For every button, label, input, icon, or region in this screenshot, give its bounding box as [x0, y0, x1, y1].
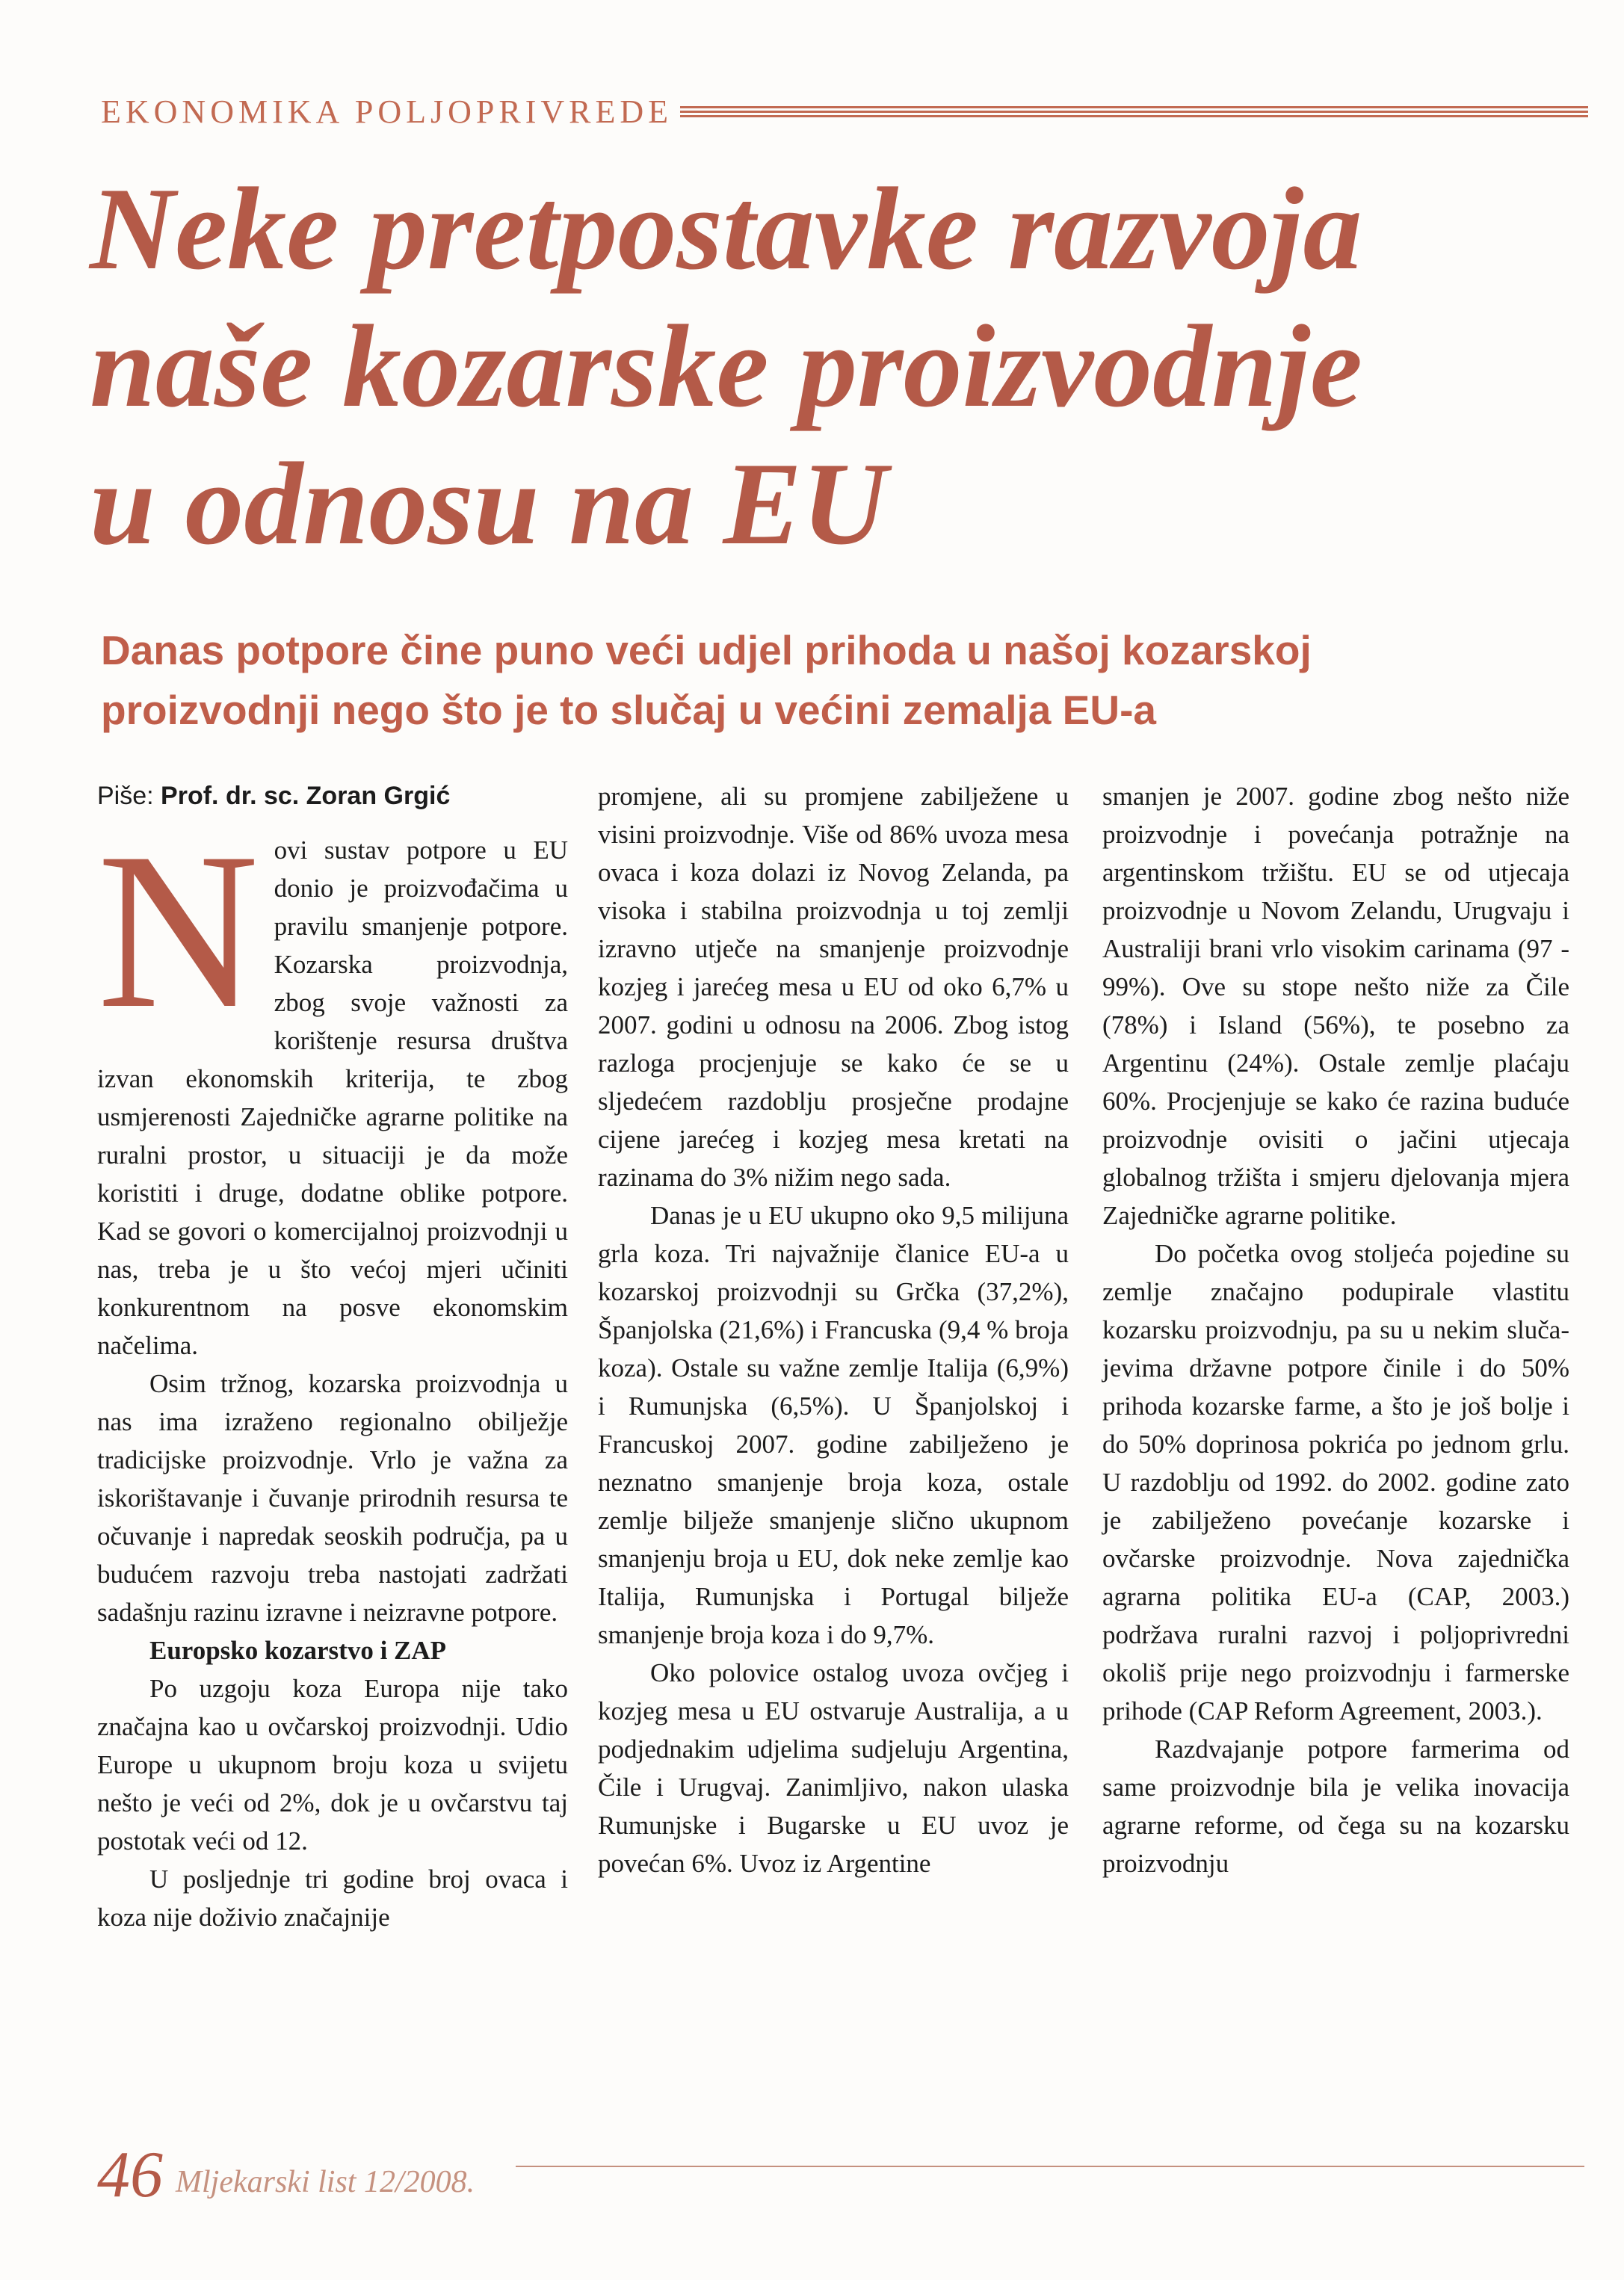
article-subtitle	[101, 620, 1588, 740]
byline-author: Prof. dr. sc. Zoran Grgić	[161, 782, 451, 810]
paragraph: Do početka ovog stoljeća pojedine su zemlje značajno podupirale vlastitu kozarsku proizvodnju, pa su u nekim slučajevima državne potpore činile i do 50% prihoda kozarske farme, a što je još bolje i do 50% doprinosa pokrića po jednom grlu. U razdoblju od 1992. do 2002. godine zato je zabilježeno povećanje kozarske i ovčarske proizvodnje. Nova zajednička agrarna politika EU-a (CAP, 2003.) podržava ruralni razvoj i poljoprivredni okoliš prije nego proizvodnju i farmerske prihode (CAP Reform Agreement, 2003.).	[1102, 1239, 1569, 1726]
footer-rule	[516, 2166, 1584, 2167]
paragraph: Danas je u EU ukupno oko 9,5 milijuna grla koza. Tri najvažnije članice EU-a u kozarskoj proizvodnji su Grčka (37,2%), Španjolska (21,6%) i Francuska (9,4 % broja koza). Ostale su važne zemlje Italija (6,9%) i Rumunjska (6,5%). U Španjolskoj i Francuskoj 2007. godine zabilježeno je neznatno smanjenje broja koza, ostale zemlje bilježe smanjenje slično ukupnom smanjenju broja u EU, dok neke zemlje kao Italija, Rumunjska i Portugal bilježe smanjenje broja koza i do 9,7%.	[598, 1201, 1069, 1649]
section-header	[101, 88, 1588, 133]
title-line: Neke pretpostavke razvoja	[90, 164, 1362, 294]
title-line: naše kozarske proizvodnje	[90, 301, 1362, 432]
subtitle-line: Danas potpore čine puno veći udjel prihoda u našoj kozarskoj	[101, 627, 1312, 673]
article-column-3	[1102, 777, 1569, 1882]
paragraph: Oko polovice ostalog uvoza ovčjeg i kozjeg mesa u EU ostvaruje Australija, a u podjednakim udjelima sudjeluju Argentina, Čile i Urugvaj. Zanimljivo, nakon ulaska Rumunjske i Bugarske u EU uvoz je povećan 6%. Uvoz iz Argentine	[598, 1658, 1069, 1878]
paragraph: Osim tržnog, kozarska proizvodnja u nas ima izraženo regionalno obilježje tradicijske proizvodnje. Vrlo je važna za iskorištavanje i čuvanje prirodnih resursa te očuvanje i napredak seoskih područja, pa u budućem razvoju treba nastojati zadržati sadašnju razinu izravne i neizravne potpore.	[97, 1369, 568, 1627]
paragraph-continued: promjene, ali su promjene zabilježene u visini proizvodnje. Više od 86% uvoza mesa ovaca i koza dolazi iz Novog Zelanda, pa visoka i stabilna proizvodnja u toj zemlji izravno utječe na smanjenje proizvodnje kozjeg i jarećeg mesa u EU od oko 6,7% u 2007. godini u odnosu na 2006. Zbog istog razloga procjenjuje se kako će se u sljedećem razdoblju prosječne prodajne cijene jarećeg i kozjeg mesa kretati na razinama do 3% nižim nego sada.	[598, 782, 1069, 1192]
drop-cap: N	[97, 806, 259, 1054]
section-rules	[680, 106, 1588, 120]
subtitle-line: proizvodnji nego što je to slučaj u većini zemalja EU-a	[101, 687, 1156, 733]
article-title	[90, 161, 1584, 573]
article-column-2	[598, 777, 1069, 1882]
magazine-name: Mljekarski list 12/2008.	[176, 2165, 475, 2199]
byline-prefix: Piše:	[97, 782, 154, 810]
section-label: EKONOMIKA POLJOPRIVREDE	[101, 93, 673, 130]
page-footer	[97, 2139, 1584, 2211]
title-line: u odnosu na EU	[90, 439, 887, 569]
paragraph-continued: smanjen je 2007. godine zbog nešto niže proizvodnje i povećanja potražnje na argentinskom tržištu. EU se od utjecaja proizvodnje u Novom Zelandu, Urugvaju i Australiji brani vrlo visokim carinama (97 - 99%). Ove su stope nešto niže za Čile (78%) i Island (56%), te posebno za Argentinu (24%). Ostale zemlje plaćaju 60%. Procjenjuje se kako će razina buduće proizvodnje ovisiti o jačini utjecaja globalnog tržišta i smjeru djelovanja mjera Zajedničke agrarne politike.	[1102, 782, 1569, 1230]
paragraph: U posljednje tri godine broj ovaca i koza nije doživio značajnije	[97, 1865, 568, 1932]
article-column-1	[97, 777, 568, 1936]
page-number: 46	[97, 2139, 163, 2211]
byline	[97, 777, 568, 815]
paragraph-text: ovi sustav potpore u EU donio je proizvođačima u pravilu smanjenje potpore. Kozarska proizvodnja, zbog svoje važnosti za korištenje resursa društva izvan ekonomskih kriterija, te zbog usmjerenosti Zajedničke agrarne politike na ruralni prostor, u situaciji je da može koristiti i druge, dodatne oblike potpore. Kad se govori o komercijalnoj proizvodnji u nas, treba je u što većoj mjeri učiniti konkurentnom na posve ekonomskim načelima.	[97, 835, 568, 1360]
paragraph: Razdvajanje potpore farmerima od same proizvodnje bila je velika inovacija agrarne reforme, od čega su na kozarsku proizvodnju	[1102, 1734, 1569, 1878]
paragraph: Po uzgoju koza Europa nije tako značajna kao u ovčarskoj proizvodnji. Udio Europe u ukupnom broju koza u svijetu nešto je veći od 2%, dok je u ovčarstvu taj postotak veći od 12.	[97, 1674, 568, 1856]
section-subheading: Europsko kozarstvo i ZAP	[149, 1636, 447, 1665]
paragraph	[97, 806, 568, 1365]
